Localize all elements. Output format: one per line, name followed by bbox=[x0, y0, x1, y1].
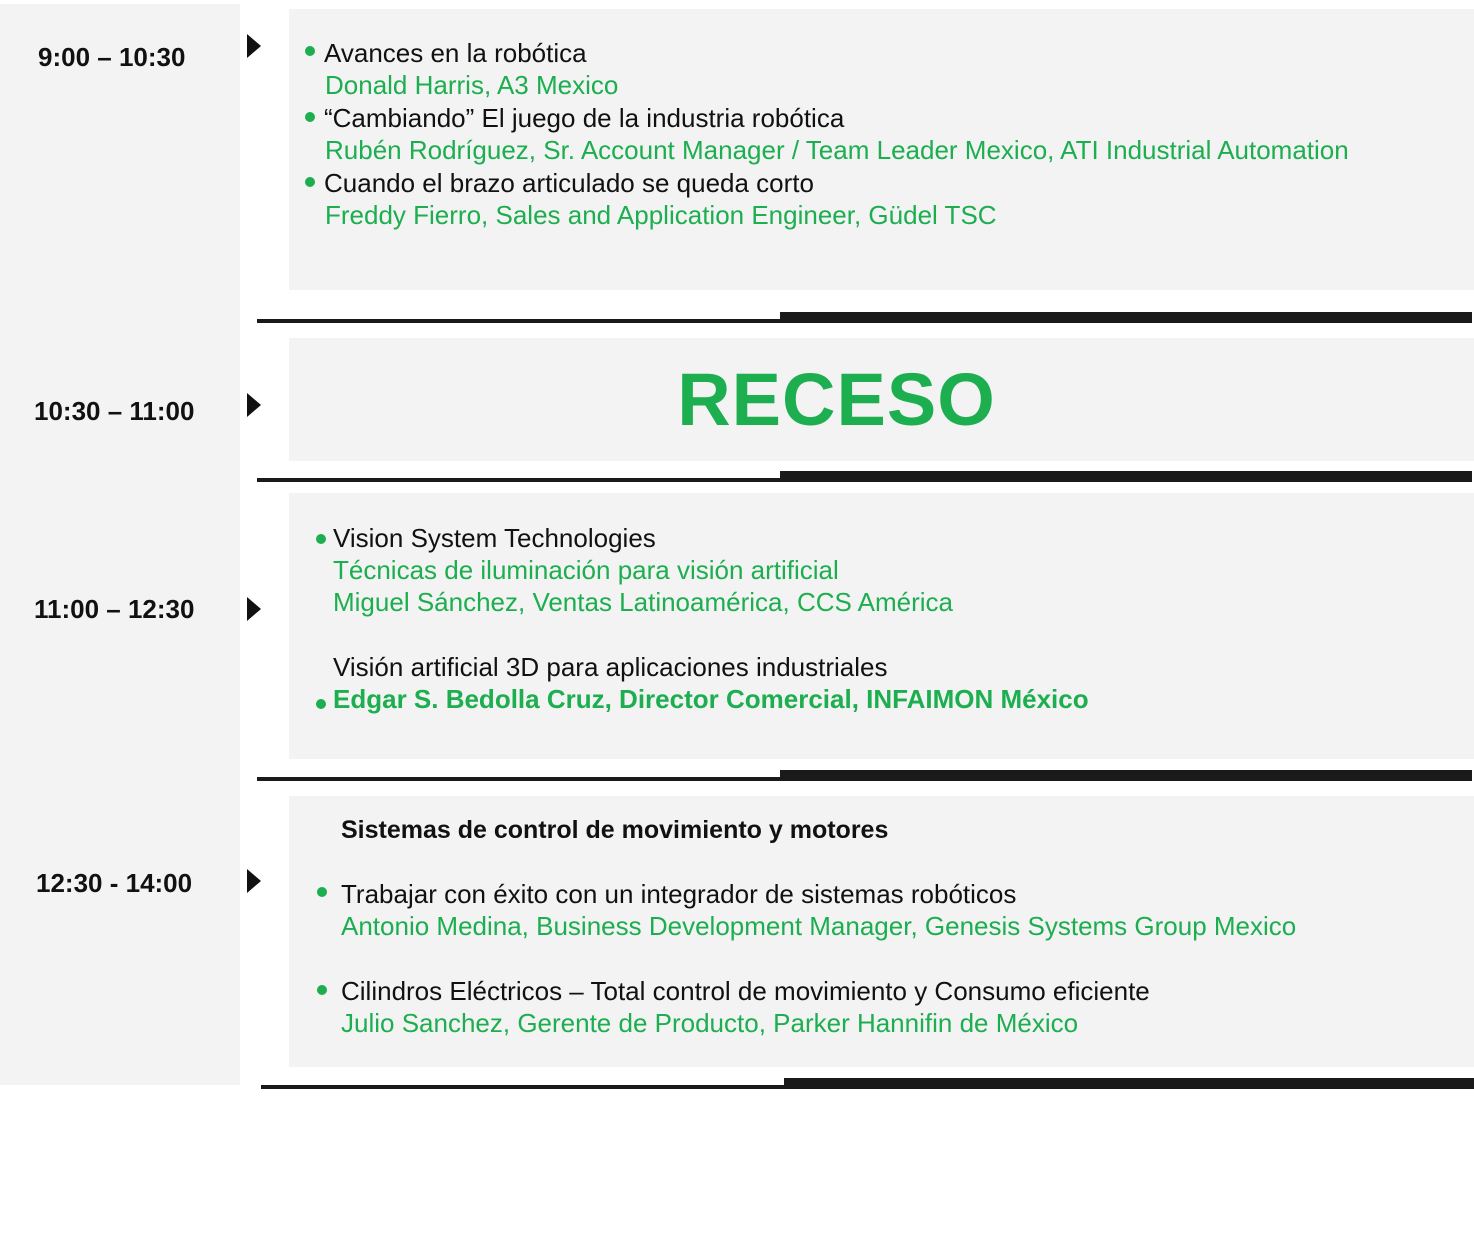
talk-speaker: Julio Sanchez, Gerente de Producto, Parker Hannifin de México bbox=[341, 1008, 1079, 1038]
talk-title: Cilindros Eléctricos – Total control de movimiento y Consumo eficiente bbox=[341, 976, 1150, 1006]
session-box-1 bbox=[289, 9, 1474, 290]
divider bbox=[261, 1085, 786, 1089]
bullet-dot-icon bbox=[316, 534, 326, 544]
bullet-dot-icon bbox=[305, 112, 315, 122]
talk-title: Vision System Technologies bbox=[333, 523, 656, 553]
time-slot-2: 10:30 – 11:00 bbox=[34, 396, 195, 426]
talk-speaker: Edgar S. Bedolla Cruz, Director Comercial, INFAIMON México bbox=[333, 684, 1089, 714]
bullet-dot-icon bbox=[317, 887, 327, 897]
triangle-right-icon bbox=[247, 34, 261, 58]
talk-speaker: Freddy Fierro, Sales and Application Engineer, Güdel TSC bbox=[325, 200, 997, 230]
divider bbox=[780, 471, 1472, 482]
bullet-dot-icon bbox=[317, 985, 327, 995]
time-slot-4: 12:30 - 14:00 bbox=[36, 868, 193, 898]
triangle-right-icon bbox=[247, 597, 261, 621]
talk-title: Trabajar con éxito con un integrador de sistemas robóticos bbox=[341, 879, 1017, 909]
time-column bbox=[0, 4, 240, 1085]
talk-title: Cuando el brazo articulado se queda corto bbox=[324, 168, 814, 198]
bullet-dot-icon bbox=[305, 46, 315, 56]
talk-title: Visión artificial 3D para aplicaciones industriales bbox=[333, 652, 888, 682]
session-box-4 bbox=[289, 796, 1474, 1067]
divider bbox=[780, 312, 1472, 323]
talk-speaker: Rubén Rodríguez, Sr. Account Manager / Team Leader Mexico, ATI Industrial Automation bbox=[325, 135, 1349, 165]
talk-speaker: Miguel Sánchez, Ventas Latinoamérica, CCS América bbox=[333, 587, 953, 617]
talk-speaker: Antonio Medina, Business Development Manager, Genesis Systems Group Mexico bbox=[341, 911, 1297, 941]
talk-title: Avances en la robótica bbox=[324, 38, 587, 68]
divider bbox=[257, 777, 782, 781]
bullet-dot-icon bbox=[316, 699, 326, 709]
break-label: RECESO bbox=[677, 358, 996, 441]
session-heading: Sistemas de control de movimiento y motores bbox=[341, 816, 889, 844]
break-box bbox=[289, 338, 1474, 461]
talk-speaker: Donald Harris, A3 Mexico bbox=[325, 70, 619, 100]
divider bbox=[257, 478, 782, 482]
talk-subtitle: Técnicas de iluminación para visión artificial bbox=[333, 555, 839, 585]
bullet-dot-icon bbox=[305, 177, 315, 187]
divider bbox=[780, 770, 1472, 781]
session-box-3 bbox=[289, 493, 1474, 759]
triangle-right-icon bbox=[247, 869, 261, 893]
divider bbox=[784, 1078, 1474, 1089]
time-slot-3: 11:00 – 12:30 bbox=[34, 594, 195, 624]
talk-title: “Cambiando” El juego de la industria robótica bbox=[324, 103, 845, 133]
time-slot-1: 9:00 – 10:30 bbox=[38, 42, 186, 72]
divider bbox=[257, 319, 782, 323]
